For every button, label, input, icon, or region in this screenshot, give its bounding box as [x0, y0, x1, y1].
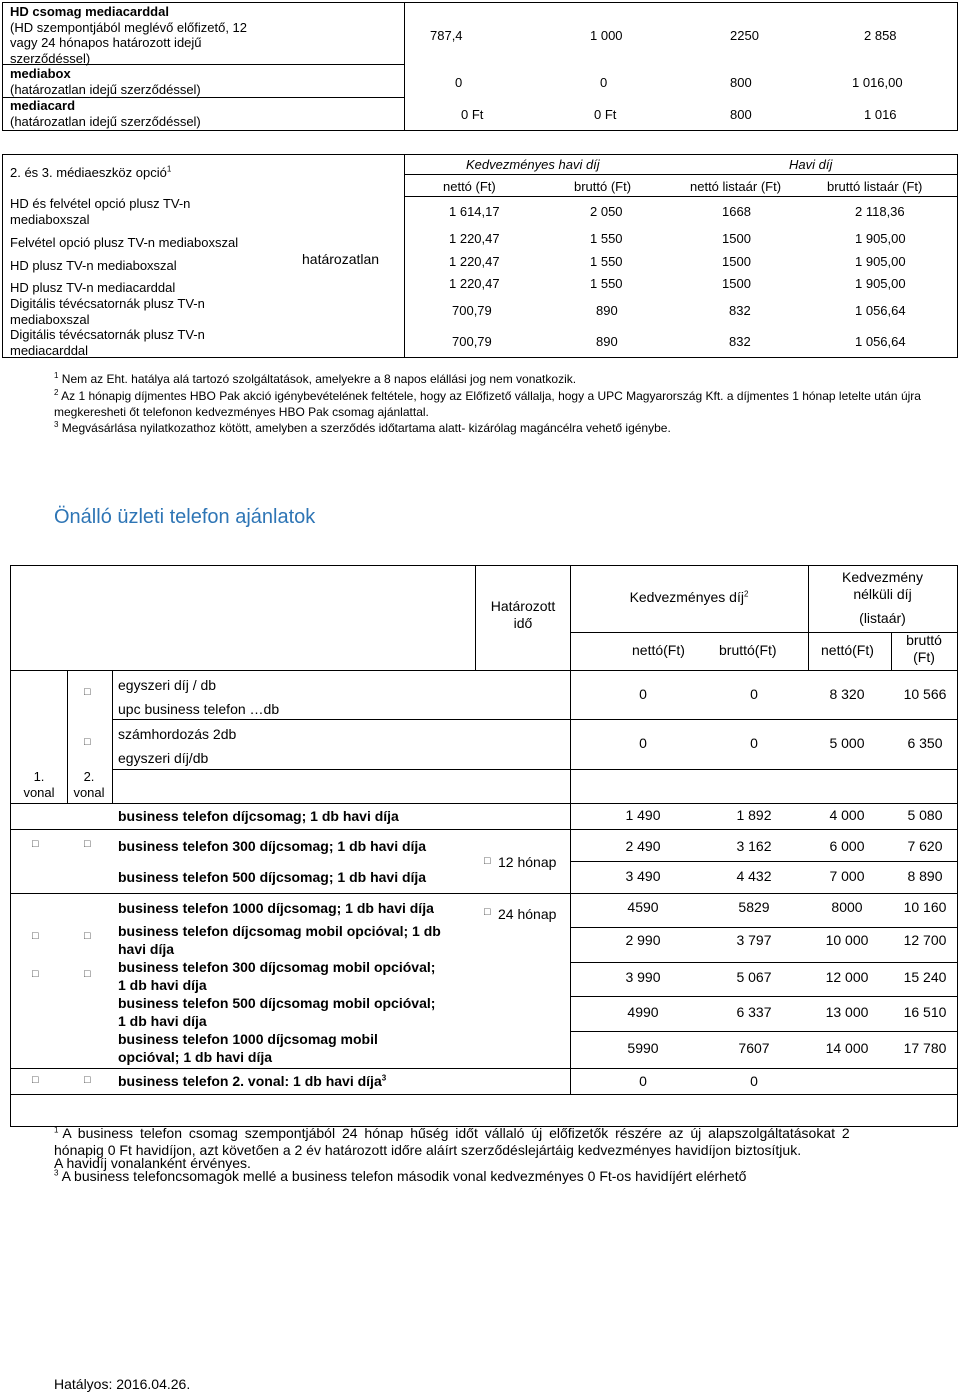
phone-cell-r7-c2: 3 797: [736, 932, 772, 948]
checkbox-icon[interactable]: □: [84, 968, 91, 980]
media-r4-v2: 1 550: [590, 276, 623, 291]
media-r5-v2: 890: [596, 303, 618, 318]
phone-cell-r6-c3: 8000: [831, 899, 863, 915]
row-9-label: business telefon 500 díjcsomag mobil opcióval; 1 db havi díja: [118, 995, 436, 1029]
phone-cell-r3-c1: 1 490: [625, 807, 661, 823]
phone-cell-r6-c2: 5829: [738, 899, 770, 915]
footnote-2-cont: megkeresheti őt telefonon kedvezményes HBO Pak csomag ajánlattal.: [54, 405, 429, 419]
top-r3-c3: 800: [730, 107, 752, 122]
top-r1-c3: 2250: [730, 28, 759, 43]
top-r3-c2: 0 Ft: [594, 107, 617, 122]
phone-cell-r4-c2: 3 162: [736, 838, 772, 854]
checkbox-icon[interactable]: □: [84, 930, 91, 942]
checkbox-icon[interactable]: □: [32, 838, 39, 850]
phone-cell-r10-c3: 14 000: [825, 1040, 869, 1056]
phone-cell-r11-c2: 0: [750, 1073, 758, 1089]
media-r2-v2: 1 550: [590, 231, 623, 246]
checkbox-icon[interactable]: □: [84, 736, 91, 748]
col-brutto: bruttó (Ft): [574, 179, 632, 194]
phone-cell-r5-c1: 3 490: [625, 868, 661, 884]
phone-cell-r8-c2: 5 067: [736, 969, 772, 985]
sub-brutto-1: bruttó(Ft): [719, 642, 777, 658]
phone-cell-r10-c1: 5990: [627, 1040, 659, 1056]
media-r3-v2: 1 550: [590, 254, 623, 269]
media-row-3-label: HD plusz TV-n mediaboxszal: [10, 258, 177, 273]
sub-netto-1: nettó(Ft): [632, 642, 685, 658]
header-hatarozott-ido: Határozott idő: [490, 598, 556, 631]
phone-cell-r2-c4: 6 350: [907, 735, 943, 751]
phone-cell-r5-c3: 7 000: [829, 868, 865, 884]
term-24-honap: 24 hónap: [498, 906, 557, 922]
phone-cell-r2-c1: 0: [639, 735, 647, 751]
col-brutto-listaar: bruttó listaár (Ft): [827, 179, 923, 194]
top-r1-c2: 1 000: [590, 28, 623, 43]
media-r6-v3: 832: [729, 334, 751, 349]
top-r1-c4: 2 858: [864, 28, 897, 43]
media-r3-v1: 1 220,47: [449, 254, 500, 269]
footnote2-1-cont: hónapig 0 Ft havidíjon, azt követően a 2 év határozott időre aláírt szerződéslejártáig kedvezményes havidíjon biztosítjuk.: [54, 1142, 802, 1158]
media-row-2-label: Felvétel opció plusz TV-n mediaboxszal: [10, 235, 239, 250]
media-row-4-label: HD plusz TV-n mediacarddal: [10, 280, 176, 295]
phone-cell-r8-c3: 12 000: [825, 969, 869, 985]
phone-cell-r8-c1: 3 990: [625, 969, 661, 985]
media-r1-v3: 1668: [722, 204, 751, 219]
row-7-label: business telefon díjcsomag mobil opcióval; 1 db havi díja: [118, 923, 441, 957]
sub-netto-2: nettó(Ft): [821, 642, 874, 658]
media-row-5-label: Digitális tévécsatornák plusz TV-n mediaboxszal: [10, 296, 205, 327]
vonal-1: 1. vonal: [23, 769, 55, 800]
group-havi-dij: Havi díj: [789, 157, 833, 172]
phone-cell-r9-c4: 16 510: [903, 1004, 947, 1020]
checkbox-icon[interactable]: □: [84, 686, 91, 698]
phone-cell-r5-c2: 4 432: [736, 868, 772, 884]
media-r5-v1: 700,79: [452, 303, 492, 318]
phone-cell-r7-c3: 10 000: [825, 932, 869, 948]
phone-cell-r9-c1: 4990: [627, 1004, 659, 1020]
top-r3-c4: 1 016: [864, 107, 897, 122]
phone-cell-r4-c4: 7 620: [907, 838, 943, 854]
row-4-label: business telefon 300 díjcsomag; 1 db havi díja: [118, 838, 427, 854]
media-r1-v4: 2 118,36: [855, 204, 905, 219]
term-hatarozatlan: határozatlan: [302, 251, 380, 267]
footnote2-1: $^1$ A business telefon csomag szempontjából 24 hónap hűség időt vállaló új előfizetők részére az új alapszolgáltatásokat 2: [54, 1125, 850, 1141]
media-heading: 2. és 3. médiaeszköz opció$^1$: [10, 164, 172, 180]
phone-cell-r3-c2: 1 892: [736, 807, 772, 823]
media-row-1-label: HD és felvétel opció plusz TV-n mediaboxszal: [10, 196, 191, 227]
phone-cell-r6-c1: 4590: [627, 899, 659, 915]
phone-cell-r1-c2: 0: [750, 686, 758, 702]
checkbox-icon[interactable]: □: [484, 906, 491, 918]
media-r4-v4: 1 905,00: [855, 276, 906, 291]
media-r1-v1: 1 614,17: [449, 204, 500, 219]
row-2-label: számhordozás 2db egyszeri díj/db: [118, 726, 237, 766]
row-5-label: business telefon 500 díjcsomag; 1 db havi díja: [118, 869, 427, 885]
footnote2-1-cont2: A havidíj vonalanként érvényes.: [54, 1155, 251, 1171]
media-r5-v3: 832: [729, 303, 751, 318]
phone-cell-r8-c4: 15 240: [903, 969, 947, 985]
top-r2-c4: 1 016,00: [852, 75, 903, 90]
top-r1-c1: 787,4: [430, 28, 463, 43]
phone-cell-r10-c2: 7607: [738, 1040, 770, 1056]
phone-cell-r3-c3: 4 000: [829, 807, 865, 823]
footnote2-3: $^3$ A business telefoncsomagok mellé a business telefon második vonal kedvezményes 0 Ft-os havidíjért elérhető: [54, 1168, 747, 1184]
media-r2-v3: 1500: [722, 231, 751, 246]
phone-cell-r3-c4: 5 080: [907, 807, 943, 823]
media-r2-v4: 1 905,00: [855, 231, 906, 246]
group-kedvezmenyes: Kedvezményes havi díj: [466, 157, 600, 172]
media-r5-v4: 1 056,64: [855, 303, 906, 318]
checkbox-icon[interactable]: □: [84, 1074, 91, 1086]
phone-cell-r5-c4: 8 890: [907, 868, 943, 884]
row-3-label: business telefon díjcsomag; 1 db havi díja: [118, 808, 399, 824]
media-r6-v4: 1 056,64: [855, 334, 906, 349]
footnote-1: $^1$ Nem az Eht. hatálya alá tartozó szolgáltatások, amelyekre a 8 napos elállási jog nem vonatkozik.: [54, 371, 577, 386]
footnote-2: $^2$ Az 1 hónapig díjmentes HBO Pak akció igénybevételének feltétele, hogy az Előfizető vállalja, hogy a UPC Magyarország Kft. a díjmentes 1 hónap letelte után újra: [54, 388, 921, 403]
phone-cell-r10-c4: 17 780: [903, 1040, 947, 1056]
media-r2-v1: 1 220,47: [449, 231, 500, 246]
phone-cell-r1-c1: 0: [639, 686, 647, 702]
phone-cell-r4-c3: 6 000: [829, 838, 865, 854]
phone-cell-r1-c3: 8 320: [829, 686, 865, 702]
media-r6-v1: 700,79: [452, 334, 492, 349]
checkbox-icon[interactable]: □: [32, 1074, 39, 1086]
media-row-6-label: Digitális tévécsatornák plusz TV-n mediacarddal: [10, 327, 205, 358]
phone-cell-r9-c2: 6 337: [736, 1004, 772, 1020]
phone-cell-r7-c1: 2 990: [625, 932, 661, 948]
col-netto-listaar: nettó listaár (Ft): [690, 179, 782, 194]
col-netto: nettó (Ft): [443, 179, 496, 194]
media-r1-v2: 2 050: [590, 204, 623, 219]
phone-cell-r1-c4: 10 566: [903, 686, 947, 702]
row-10-label: business telefon 1000 díjcsomag mobil opcióval; 1 db havi díja: [118, 1031, 378, 1065]
phone-cell-r2-c2: 0: [750, 735, 758, 751]
media-r6-v2: 890: [596, 334, 618, 349]
row-6-label: business telefon 1000 díjcsomag; 1 db havi díja: [118, 900, 434, 916]
media-r4-v1: 1 220,47: [449, 276, 500, 291]
header-kedvezmeny-nelkuli: Kedvezmény nélküli díj (listaár): [842, 569, 923, 626]
row-1-label: egyszeri díj / db upc business telefon …db: [118, 677, 280, 717]
top-cell-1: HD csomag mediacarddal (HD szempontjából meglévő előfizető, 12 vagy 24 hónapos határozott idejű szerződéssel): [10, 4, 248, 66]
phone-cell-r4-c1: 2 490: [625, 838, 661, 854]
top-r2-c1: 0: [455, 75, 463, 90]
top-r3-c1: 0 Ft: [461, 107, 484, 122]
header-kedvezmenyes-dij: Kedvezményes díj$^2$: [629, 589, 749, 605]
phone-cell-r9-c3: 13 000: [825, 1004, 869, 1020]
phone-cell-r2-c3: 5 000: [829, 735, 865, 751]
media-r3-v3: 1500: [722, 254, 751, 269]
top-r2-c2: 0: [600, 75, 608, 90]
effective-date: Hatályos: 2016.04.26.: [54, 1376, 191, 1392]
checkbox-icon[interactable]: □: [32, 930, 39, 942]
term-12-honap: 12 hónap: [498, 854, 557, 870]
phone-cell-r11-c1: 0: [639, 1073, 647, 1089]
checkbox-icon[interactable]: □: [32, 968, 39, 980]
vonal-2: 2. vonal: [73, 769, 105, 800]
checkbox-icon[interactable]: □: [84, 838, 91, 850]
top-r2-c3: 800: [730, 75, 752, 90]
media-r4-v3: 1500: [722, 276, 751, 291]
phone-cell-r6-c4: 10 160: [903, 899, 947, 915]
media-r3-v4: 1 905,00: [855, 254, 906, 269]
top-cell-2: mediabox (határozatlan idejű szerződéssel): [10, 66, 201, 97]
top-cell-3: mediacard (határozatlan idejű szerződéssel): [10, 98, 201, 129]
sub-brutto-2: bruttó (Ft): [906, 632, 942, 665]
row-11-label: business telefon 2. vonal: 1 db havi díja$^3$: [118, 1073, 387, 1089]
checkbox-icon[interactable]: □: [484, 855, 491, 867]
row-8-label: business telefon 300 díjcsomag mobil opcióval; 1 db havi díja: [118, 959, 436, 993]
phone-cell-r7-c4: 12 700: [903, 932, 947, 948]
section-title: Önálló üzleti telefon ajánlatok: [54, 506, 316, 528]
footnote-3: $^3$ Megvásárlása nyilatkozathoz kötött, amelyben a szerződés időtartama alatt- kizárólag magáncélra vehető igénybe.: [54, 420, 671, 435]
